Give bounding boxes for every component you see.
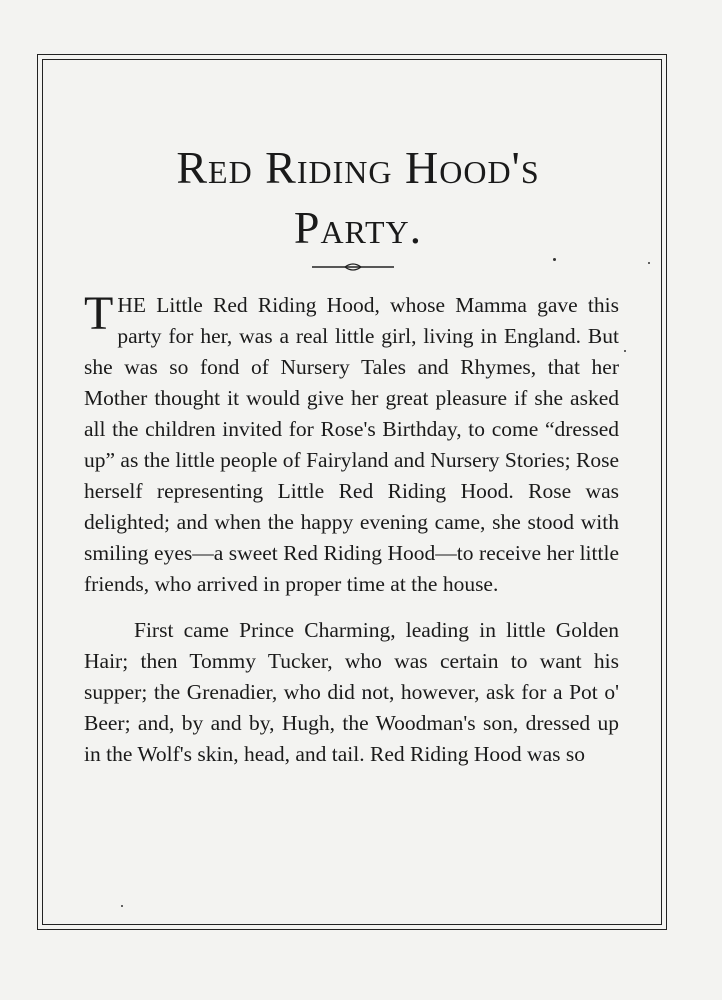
drop-cap: T	[84, 287, 114, 340]
print-speck	[624, 350, 626, 352]
print-speck	[648, 262, 650, 264]
title-line-2: Party.	[293, 202, 423, 253]
title-line-1: Red Riding Hood's	[176, 142, 540, 193]
ornament-divider	[312, 261, 394, 273]
page-title	[60, 138, 656, 258]
paragraph-1-text: Little Red Riding Hood, whose Mamma gave this party for her, was a real little girl, living in England. But she was so fond of Nursery Tales and Rhymes, that her Mother thought it would give her great pleasure if she asked all the children invited for Rose's Birthday, to come “dressed up” as the little people of Fairyland and Nursery Stories; Rose herself representing Little Red Riding Hood. Rose was delighted; and when the happy evening came, she stood with smiling eyes—a sweet Red Riding Hood—to receive her little friends, who arrived in proper time at the house.	[84, 293, 619, 596]
print-speck	[121, 905, 123, 907]
paragraph-1	[84, 287, 619, 600]
paragraph-2: First came Prince Charming, leading in little Golden Hair; then Tommy Tucker, who was certain to want his supper; the Grenadier, who did not, however, ask for a Pot o' Beer; and, by and by, Hugh, the Woodman's son, dressed up in the Wolf's skin, head, and tail. Red Riding Hood was so	[84, 618, 619, 766]
print-speck	[553, 258, 556, 261]
first-word-rest: HE	[117, 293, 146, 317]
body-text	[84, 287, 619, 770]
